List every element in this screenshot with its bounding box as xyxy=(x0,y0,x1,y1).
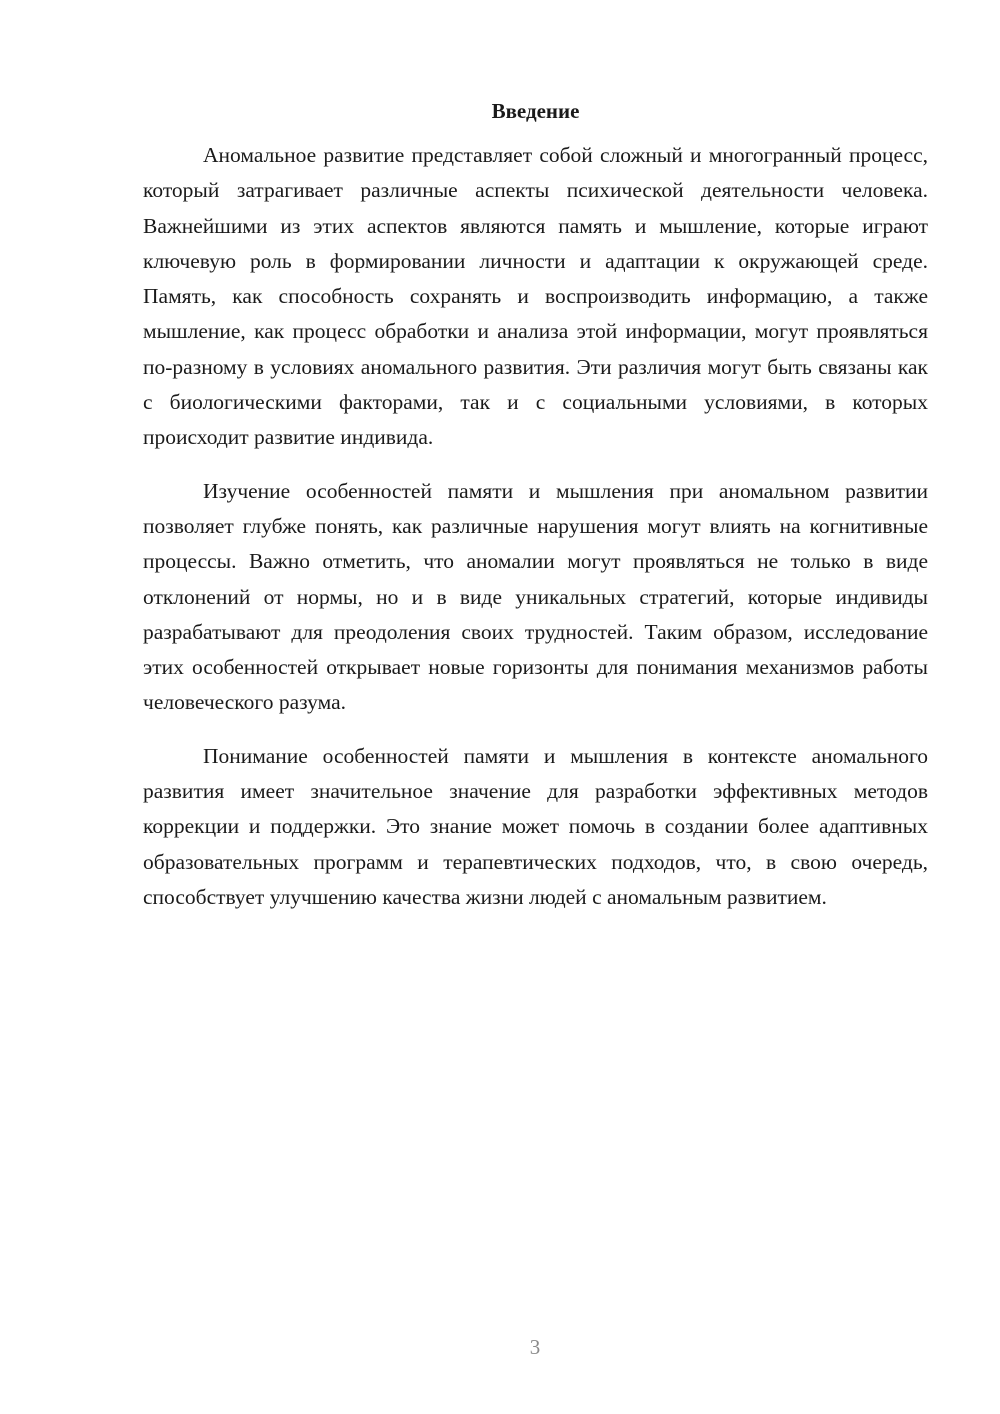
paragraph-study: Изучение особенностей памяти и мышления при аномальном развитии позволяет глубже понять, как различные нарушения могут влиять на когнитивные процессы. Важно отметить, что аномалии могут проявляться не только в виде отклонений от нормы, но и в виде уникальных стратегий, которые индивиды разрабатывают для преодоления своих трудностей. Таким образом, исследование этих особенностей открывает новые горизонты для понимания механизмов работы человеческого разума. xyxy=(143,478,928,715)
document-page xyxy=(143,96,928,915)
page-title: Введение xyxy=(491,99,580,123)
paragraph-understanding: Понимание особенностей памяти и мышления в контексте аномального развития имеет значительное значение для разработки эффективных методов коррекции и поддержки. Это знание может помочь в создании более адаптивных образовательных программ и терапевтических подходов, что, в свою очередь, способствует улучшению качества жизни людей с аномальным развитием. xyxy=(143,743,928,909)
paragraph-intro: Аномальное развитие представляет собой сложный и многогранный процесс, который затрагивает различные аспекты психической деятельности человека. Важнейшими из этих аспектов являются память и мышление, которые играют ключевую роль в формировании личности и адаптации к окружающей среде. Память, как способность сохранять и воспроизводить информацию, а также мышление, как процесс обработки и анализа этой информации, могут проявляться по-разному в условиях аномального развития. Эти различия могут быть связаны как с биологическими факторами, так и с социальными условиями, в которых происходит развитие индивида. xyxy=(143,143,928,450)
page-number: 3 xyxy=(529,1335,541,1359)
